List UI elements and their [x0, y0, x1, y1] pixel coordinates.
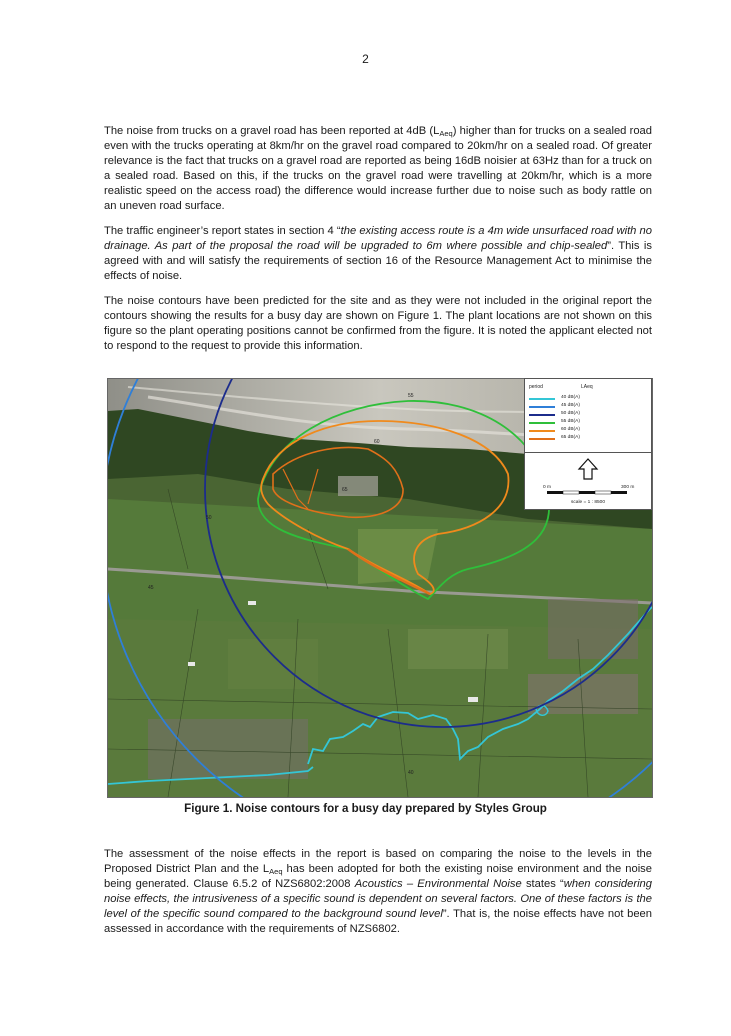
legend-header-laeq: LAeq — [581, 384, 593, 390]
legend-item — [529, 403, 647, 410]
paragraph-traffic-engineer — [104, 224, 652, 284]
p4-subscript: Aeq — [269, 867, 283, 877]
page-number: 2 — [362, 52, 369, 66]
p4-text-d: ”. That is, the noise effects have not been assessed in accordance with the requirements of NZS6802. — [104, 908, 652, 936]
p2-text-a: The traffic engineer’s report states in section 4 “ — [104, 225, 341, 237]
contour-label: 60 — [374, 439, 380, 445]
legend-label: 45 dB(A) — [561, 403, 580, 408]
p1-text-b: ) higher than for trucks on a sealed road even with the trucks operating at 8km/hr on the gravel road compared to 20km/hr on a sealed road. Of greater relevance is the fact that trucks on a gravel road are reported as being 16dB noisier at 63Hz than for a truck on a sealed road. Based on this, if the trucks on the gravel road were travelling at 20km/hr, which is a more realistic speed on the access road) the difference would increase further due to noise such as body rattle on an uneven road surface. — [104, 125, 652, 213]
legend-item — [529, 395, 647, 402]
legend-swatch — [529, 398, 555, 400]
legend-item — [529, 411, 647, 418]
legend-item — [529, 419, 647, 426]
p4-text-c: states “ — [521, 878, 564, 891]
legend-item — [529, 435, 647, 442]
contour-label: 55 — [408, 393, 414, 399]
legend-item — [529, 427, 647, 434]
contour-label: 45 — [148, 585, 154, 591]
legend-swatch — [529, 414, 555, 416]
paragraph-truck-noise — [104, 124, 652, 215]
north-arrow-icon — [525, 453, 651, 509]
contour-label: 50 — [206, 515, 212, 521]
p1-subscript: Aeq — [439, 129, 453, 138]
paragraph-noise-contours — [104, 294, 652, 354]
legend-label: 50 dB(A) — [561, 411, 580, 416]
p2-quote: the existing access route is a 4m wide unsurfaced road with no drainage. As part of the proposal the road will be upgraded to 6m where possible and chip-sealed — [104, 225, 652, 253]
scale-ratio: scale = 1 : 8500 — [571, 500, 606, 505]
legend-swatch — [529, 430, 555, 432]
p1-text-a: The noise from trucks on a gravel road has been reported at 4dB (L — [104, 125, 440, 137]
p4-text-a: The assessment of the noise effects in the report is based on comparing the noise to the levels in the Proposed District Plan and the L — [104, 848, 652, 876]
legend-label: 55 dB(A) — [561, 419, 580, 424]
legend-label: 40 dB(A) — [561, 395, 580, 400]
legend-swatch — [529, 406, 555, 408]
contour-label: 40 — [408, 770, 414, 776]
north-arrow-scale-box — [524, 452, 652, 510]
figure-caption: Figure 1. Noise contours for a busy day prepared by Styles Group — [184, 802, 547, 815]
p4-standard-title: Acoustics – Environmental Noise — [354, 878, 522, 891]
scale-zero: 0 m — [543, 485, 551, 490]
p3-text: The noise contours have been predicted for the site and as they were not included in the original report the contours showing the results for a busy day are shown on Figure 1. The plant locations are not shown on this figure so the plant operating positions cannot be confirmed from the figure. It is noted the applicant elected not to respond to the request to provide this information. — [104, 295, 652, 353]
legend-header-period: period — [529, 384, 543, 390]
p4-text-b: has been adopted for both the existing noise environment and the noise being generated. Clause 6.5.2 of NZS6802:2008 — [104, 863, 652, 891]
legend-swatch — [529, 438, 555, 440]
scale-max: 300 m — [621, 485, 635, 490]
legend-swatch — [529, 422, 555, 424]
p2-text-b: ”. This is agreed with and will satisfy the requirements of section 16 of the Resource Management Act to minimise the effects of noise. — [104, 240, 653, 283]
map-legend — [524, 378, 652, 454]
contour-label: 65 — [342, 487, 348, 493]
p4-quote: when considering noise effects, the intrusiveness of a specific sound is dependent on several factors. One of these factors is the level of the specific sound compared to the background sound level — [104, 878, 652, 921]
legend-label: 60 dB(A) — [561, 427, 580, 432]
legend-label: 65 dB(A) — [561, 435, 580, 440]
paragraph-assessment — [104, 847, 652, 938]
